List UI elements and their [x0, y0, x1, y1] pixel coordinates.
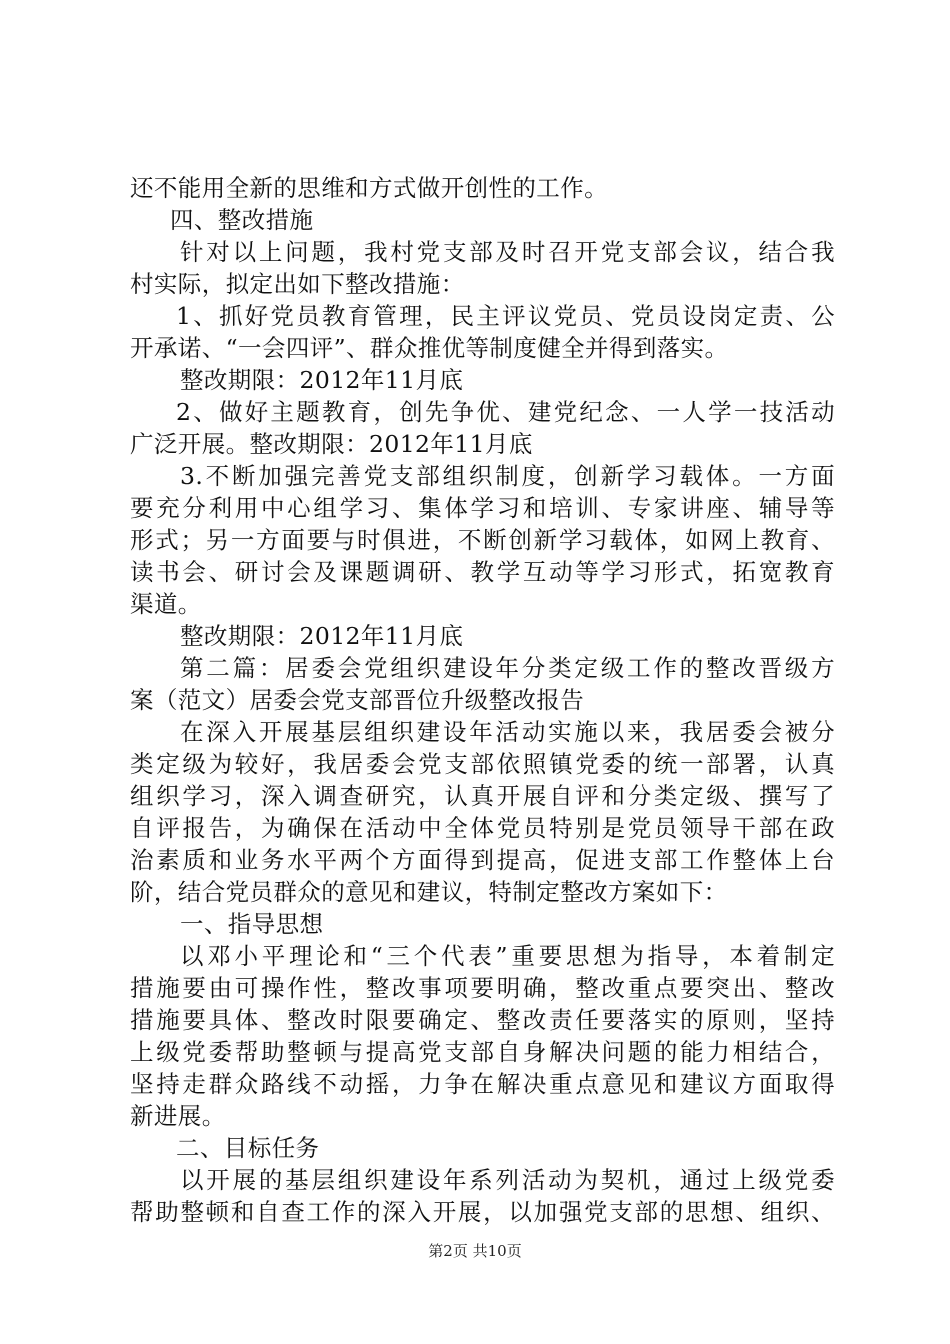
text-line: 形式；另一方面要与时俱进，不断创新学习载体，如网上教育、 — [130, 526, 835, 554]
text-line: 针对以上问题，我村党支部及时召开党支部会议，结合我 — [180, 238, 835, 266]
text-line: 村实际，拟定出如下整改措施： — [130, 270, 465, 298]
text-line: 类定级为较好，我居委会党支部依照镇党委的统一部署，认真 — [130, 750, 835, 778]
text-line: 措施要由可操作性，整改事项要明确，整改重点要突出、整改 — [130, 974, 835, 1002]
text-line: 新进展。 — [130, 1102, 226, 1130]
text-line: 第二篇：居委会党组织建设年分类定级工作的整改晋级方 — [180, 654, 835, 682]
text-line: 渠道。 — [130, 590, 202, 618]
text-line: 整改期限：2012年11月底 — [180, 366, 464, 394]
text-line: 广泛开展。整改期限：2012年11月底 — [130, 430, 533, 458]
text-line: 在深入开展基层组织建设年活动实施以来，我居委会被分 — [180, 718, 835, 746]
text-line: 以邓小平理论和“三个代表”重要思想为指导，本着制定 — [180, 942, 835, 970]
page-number-footer: 第2页 共10页 — [428, 1242, 522, 1260]
text-line: 坚持走群众路线不动摇，力争在解决重点意见和建议方面取得 — [130, 1070, 835, 1098]
text-line: 还不能用全新的思维和方式做开创性的工作。 — [130, 174, 608, 202]
text-line: 要充分利用中心组学习、集体学习和培训、专家讲座、辅导等 — [130, 494, 835, 522]
text-line: 阶，结合党员群众的意见和建议，特制定整改方案如下： — [130, 878, 728, 906]
document-body — [130, 172, 835, 1228]
text-line: 3.不断加强完善党支部组织制度，创新学习载体。一方面 — [180, 462, 835, 490]
text-line: 案（范文）居委会党支部晋位升级整改报告 — [130, 686, 585, 714]
text-line: 读书会、研讨会及课题调研、教学互动等学习形式，拓宽教育 — [130, 558, 835, 586]
text-line: 治素质和业务水平两个方面得到提高，促进支部工作整体上台 — [130, 846, 835, 874]
text-line: 一、指导思想 — [180, 910, 324, 938]
text-line: 以开展的基层组织建设年系列活动为契机，通过上级党委 — [180, 1166, 835, 1194]
text-line: 四、整改措施 — [170, 206, 314, 234]
text-line: 帮助整顿和自查工作的深入开展，以加强党支部的思想、组织、 — [130, 1198, 835, 1226]
text-line: 二、目标任务 — [176, 1134, 320, 1162]
text-line: 1、抓好党员教育管理，民主评议党员、党员设岗定责、公 — [176, 302, 835, 330]
text-line: 组织学习，深入调查研究，认真开展自评和分类定级、撰写了 — [130, 782, 835, 810]
text-line: 2、做好主题教育，创先争优、建党纪念、一人学一技活动 — [176, 398, 835, 426]
text-line: 整改期限：2012年11月底 — [180, 622, 464, 650]
text-line: 措施要具体、整改时限要确定、整改责任要落实的原则，坚持 — [130, 1006, 835, 1034]
text-line: 自评报告，为确保在活动中全体党员特别是党员领导干部在政 — [130, 814, 835, 842]
text-line: 上级党委帮助整顿与提高党支部自身解决问题的能力相结合， — [130, 1038, 835, 1066]
text-line: 开承诺、“一会四评”、群众推优等制度健全并得到落实。 — [130, 334, 729, 362]
